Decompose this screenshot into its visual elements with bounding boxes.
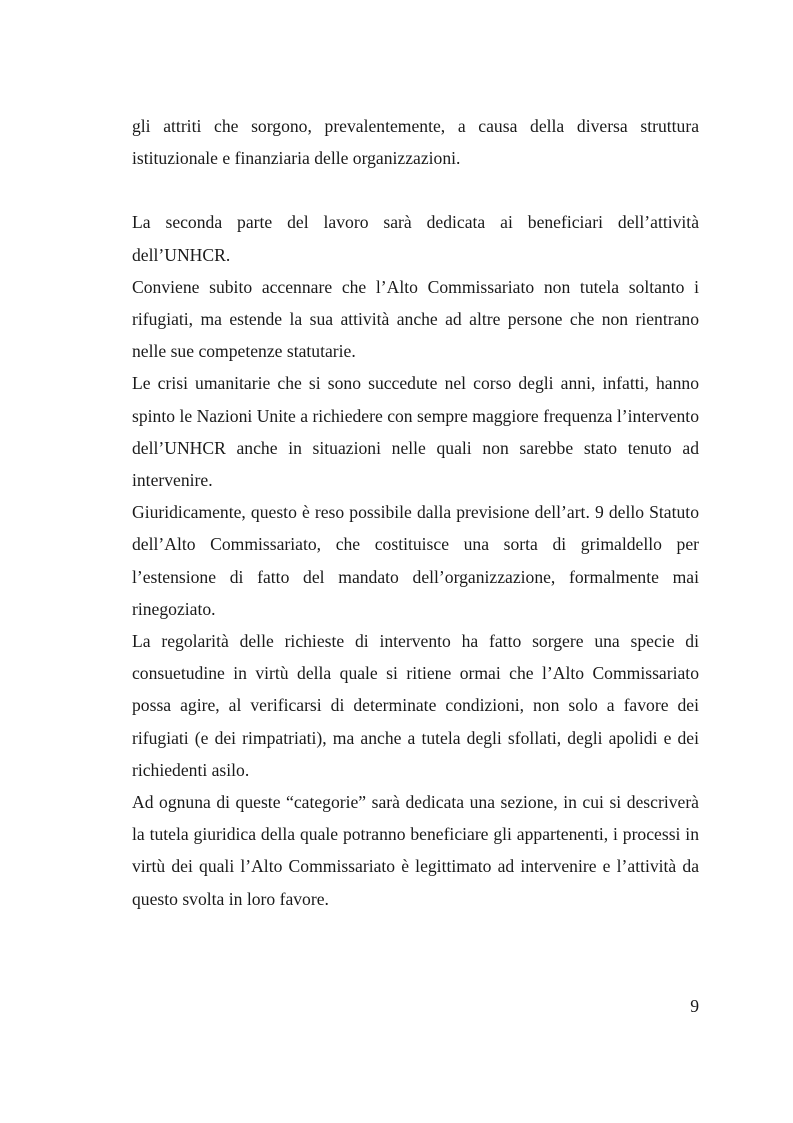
paragraph-second-part-intro: La seconda parte del lavoro sarà dedicata ai beneficiari dell’attività dell’UNHCR. [132, 212, 699, 265]
paragraph-categories: Ad ognuna di queste “categorie” sarà dedicata una sezione, in cui si descriverà la tutela giuridica della quale potranno beneficiare gli appartenenti, i processi in virtù dei quali l’Alto Commissariato è legittimato ad intervenire e l’attività da questo svolta in loro favore. [132, 792, 699, 909]
paragraph-legal-basis: Giuridicamente, questo è reso possibile dalla previsione dell’art. 9 dello Statuto dell’Alto Commissariato, che costituisce una sorta di grimaldello per l’estensione di fatto del mandato dell’organizzazione, formalmente mai rinegoziato. [132, 502, 699, 619]
paragraph-mandate-extension: Conviene subito accennare che l’Alto Commissariato non tutela soltanto i rifugiati, ma estende la sua attività anche ad altre persone che non rientrano nelle sue competenze statutarie. [132, 276, 699, 362]
paragraph-continuation: gli attriti che sorgono, prevalentemente, a causa della diversa struttura istituzionale e finanziaria delle organizzazioni. [132, 116, 699, 169]
paragraph-customary-practice: La regolarità delle richieste di intervento ha fatto sorgere una specie di consuetudine in virtù della quale si ritiene ormai che l’Alto Commissariato possa agire, al verificarsi di determinate condizioni, non solo a favore dei rifugiati (e dei rimpatriati), ma anche a tutela degli sfollati, degli apolidi e dei richiedenti asilo. [132, 631, 699, 780]
paragraph-humanitarian-crises: Le crisi umanitarie che si sono succedute nel corso degli anni, infatti, hanno spinto le Nazioni Unite a richiedere con sempre maggiore frequenza l’intervento dell’UNHCR anche in situazioni nelle quali non sarebbe stato tenuto ad intervenire. [132, 373, 699, 491]
page-number: 9 [690, 996, 699, 1016]
page-body [132, 110, 699, 915]
